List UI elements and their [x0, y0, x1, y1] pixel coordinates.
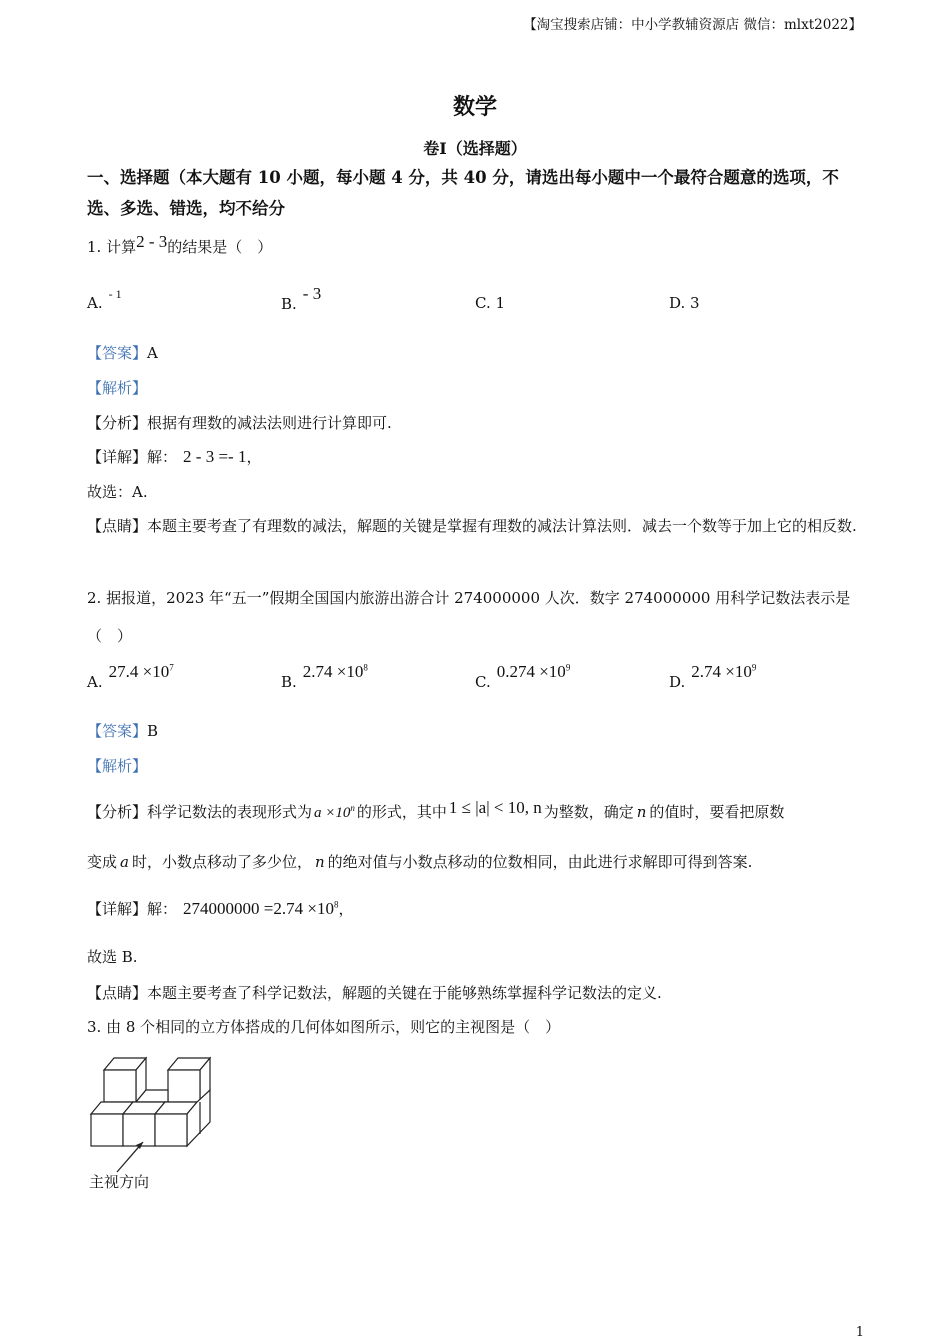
q2-option-d-exp: 9 [751, 662, 757, 673]
fenxi-tag: 【分析】 [87, 803, 148, 821]
dianjing-tag: 【点睛】 [87, 984, 148, 1002]
q2-xiangjie-math-exp: 8 [333, 899, 339, 910]
q1-option-c: C. 1 [475, 294, 506, 312]
cube-bottom-2-front [123, 1114, 155, 1146]
q2-fenxi-l2-var: a [120, 853, 129, 871]
q1-stem-pre: 1. 计算 [87, 238, 137, 256]
q1-dianjing-text: 本题主要考查了有理数的减法，解题的关键是掌握有理数的减法计算法则．减去一个数等于加上它的相反数. [147, 517, 857, 535]
cube-top-right-front [168, 1070, 200, 1102]
q1-option-a [87, 287, 122, 312]
q1-stem [87, 232, 273, 257]
xiangjie-tag: 【详解】 [87, 448, 148, 466]
q1-stem-post: 的结果是（ ） [167, 238, 273, 256]
cube-top-left-front [104, 1070, 136, 1102]
q2-fenxi-line2 [87, 851, 752, 872]
q1-option-d: D. 3 [669, 294, 700, 312]
q2-option-a-base: 27.4 ×10 [108, 662, 170, 681]
q2-analysis-tag: 【解析】 [87, 757, 148, 775]
volume-title: 卷Ⅰ（选择题） [423, 139, 527, 158]
q2-fenxi-n: n [636, 803, 647, 821]
q1-option-b-label: B. [281, 295, 297, 313]
q1-answer [87, 342, 158, 363]
q2-fenxi-l2-b: 时，小数点移动了多少位， [131, 853, 312, 871]
q1-fenxi-text: 根据有理数的减法法则进行计算即可. [147, 414, 392, 432]
q2-fenxi-m1-base: a ×10 [314, 805, 351, 821]
q1-option-a-value: - 1 [108, 287, 122, 301]
q1-option-a-label: A. [87, 294, 103, 312]
q2-fenxi-d: 的值时，要看把原数 [649, 803, 785, 821]
q2-xiangjie-pre: 解： [147, 900, 178, 918]
fenxi-tag: 【分析】 [87, 414, 148, 432]
q2-fenxi-line1 [87, 798, 785, 822]
answer-tag: 【答案】 [87, 722, 148, 740]
xiangjie-tag: 【详解】 [87, 900, 148, 918]
q2-xiangjie-math [183, 899, 338, 918]
q3-stem: 3. 由 8 个相同的立方体搭成的几何体如图所示，则它的主视图是（ ） [87, 1018, 561, 1036]
q1-answer-value: A [147, 344, 158, 362]
q2-fenxi-l2-var2: n [314, 853, 325, 871]
q2-option-a-label: A. [87, 673, 103, 691]
section-heading: 一、选择题（本大题有 10 小题，每小题 4 分，共 40 分，请选出每小题中一个最符合题意的选项，不选、多选、错选，均不给分 [87, 168, 839, 218]
q2-option-a-exp: 7 [169, 662, 174, 673]
q1-option-b-value: - 3 [302, 284, 322, 303]
q2-option-b-exp: 8 [363, 662, 368, 673]
q2-answer-value: B [147, 722, 159, 740]
q1-xiangjie [87, 446, 261, 467]
q2-option-d-label: D. [669, 673, 686, 691]
q2-option-b-value [303, 662, 368, 681]
shop-header: 【淘宝搜索店铺：中小学教辅资源店 微信：mlxt2022】 [523, 17, 862, 33]
figure-label: 主视方向 [89, 1173, 150, 1191]
q2-fenxi-m1 [314, 805, 355, 821]
q2-option-a-value [109, 662, 174, 681]
q2-fenxi-m1-exp: n [350, 803, 355, 813]
q1-choose: 故选：A. [87, 483, 148, 501]
q1-option-b [281, 284, 322, 314]
answer-tag: 【答案】 [87, 344, 148, 362]
q1-xiangjie-math: 2 - 3 =- 1 [183, 447, 247, 466]
q2-stem: 2. 据报道，2023 年“五一”假期全国国内旅游出游合计 274000000 人次．数字 274000000 用科学记数法表示是（ ） [87, 589, 851, 645]
q2-dianjing-text: 本题主要考查了科学记数法，解题的关键在于能够熟练掌握科学记数法的定义. [147, 984, 662, 1002]
q2-option-c-exp: 9 [565, 662, 571, 673]
q1-xiangjie-post: ， [246, 448, 262, 466]
q2-fenxi-l2-c: 的绝对值与小数点移动的位数相同，由此进行求解即可得到答案. [327, 853, 753, 871]
q1-expr: 2 - 3 [136, 232, 168, 251]
q2-fenxi-l2-a: 变成 [87, 853, 118, 871]
q1-analysis-tag: 【解析】 [87, 379, 148, 397]
q2-xiangjie-math-base: 274000000 =2.74 ×10 [183, 899, 334, 918]
q2-answer [87, 720, 158, 741]
q2-option-b-base: 2.74 ×10 [302, 662, 364, 681]
q1-xiangjie-pre: 解： [147, 448, 178, 466]
cube-bottom-3-front [155, 1114, 187, 1146]
q2-option-c-value [497, 662, 571, 681]
q2-fenxi-a: 科学记数法的表现形式为 [147, 803, 313, 821]
q2-fenxi-c: 为整数，确定 [543, 803, 634, 821]
q2-choose: 故选 B. [87, 948, 138, 966]
q1-dianjing [87, 507, 867, 545]
q2-option-c-base: 0.274 ×10 [496, 662, 566, 681]
dianjing-tag: 【点睛】 [87, 517, 148, 535]
q2-dianjing [87, 982, 662, 1003]
q2-option-c-label: C. [475, 673, 491, 691]
q2-xiangjie-post: ， [338, 900, 354, 918]
q1-fenxi [87, 412, 392, 433]
q2-fenxi-m2: 1 ≤ |a| < 10, n [448, 798, 542, 817]
q2-option-b-label: B. [281, 673, 297, 691]
q2-option-d-base: 2.74 ×10 [691, 662, 752, 681]
q2-option-d-value [691, 662, 756, 681]
cube-bottom-1-front [91, 1114, 123, 1146]
q2-xiangjie [87, 898, 353, 919]
page-number: 1 [855, 1325, 864, 1340]
q2-fenxi-b: 的形式，其中 [356, 803, 447, 821]
page-title: 数学 [452, 94, 497, 120]
